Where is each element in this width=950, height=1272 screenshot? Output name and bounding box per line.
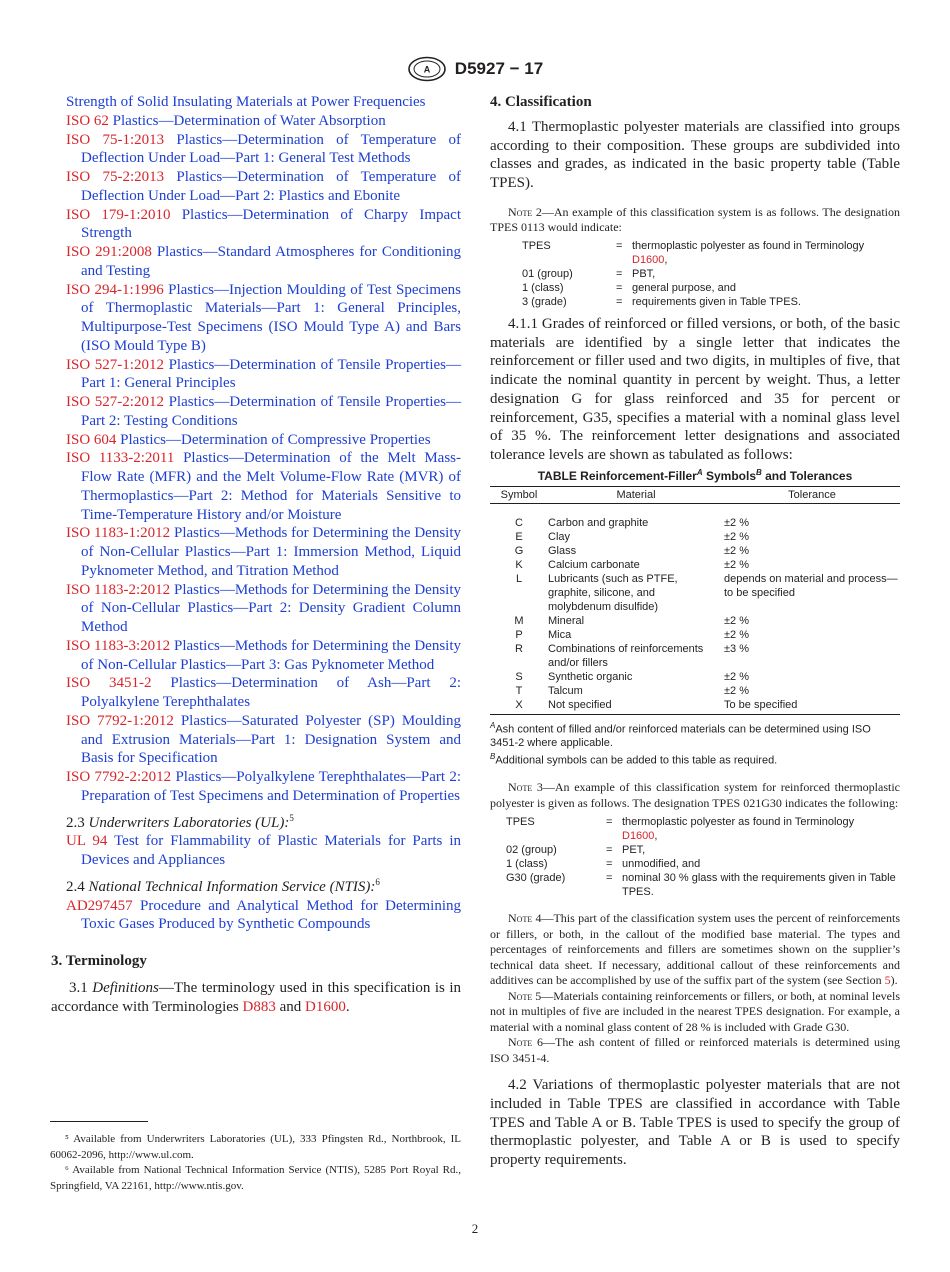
reference-item — [66, 281, 461, 356]
reference-title[interactable]: Plastics—Methods for Determining the Density of Non-Cellular Plastics—Part 3: Gas Pyknometer Method — [81, 637, 461, 673]
tolerance-cell: To be specified — [724, 698, 900, 715]
paragraph-4-2: 4.2 Variations of thermoplastic polyester materials that are not included in Table TPES are classified in accordance with Table TPES and Table A or B. Table TPES is used to specify the group of thermoplastic polyester, and Table A or B is used to specify property requirements. — [490, 1077, 900, 1169]
definition-tail: , — [664, 253, 668, 266]
rtable-title-b: Symbols — [702, 468, 756, 483]
section-5-link[interactable]: 5 — [884, 973, 891, 988]
reference-item — [66, 168, 461, 206]
tolerance-cell: depends on material and process—to be specified — [724, 572, 898, 599]
reference-item — [66, 637, 461, 675]
table-row — [490, 530, 900, 544]
reference-title[interactable]: Plastics—Determination of Temperature of Deflection Under Load—Part 2: Plastics and Ebonite — [81, 169, 462, 204]
ntis-reference — [66, 897, 461, 935]
definition-value — [622, 815, 900, 843]
note-3-label: Note — [508, 780, 533, 795]
reference-item — [66, 431, 461, 450]
reference-title[interactable]: Plastics—Injection Moulding of Test Specimens of Thermoplastic Materials—Part 1: General Principles, Multipurpose-Test Specimens (ISO Mould Type A) and Bars (ISO Mould Type B) — [81, 281, 461, 354]
note-3-text: 3—An example of this classification system for reinforced thermoplastic polyester is given as follows. The designation TPES 021G30 indicates the following: — [490, 780, 900, 810]
tolerance-cell: ±2 % — [724, 670, 749, 683]
material-cell: Synthetic organic — [548, 670, 633, 683]
note-6-text: 6—The ash content of filled or reinforced materials is determined using ISO 3451-4. — [490, 1035, 900, 1065]
reference-code-link[interactable]: ISO 75-2:2013 — [66, 169, 165, 185]
note-3 — [490, 780, 900, 811]
reference-title[interactable]: Plastics—Determination of the Melt Mass-Flow Rate (MFR) and the Melt Volume-Flow Rate (MVR) of Thermoplastics—Part 2: Method for Materials Sensitive to Time-Temperature History and/or Moisture — [81, 450, 461, 523]
note-6-label: Note — [508, 1035, 533, 1050]
reference-code-link[interactable]: ISO 3451-2 — [66, 675, 152, 692]
reference-title[interactable]: Plastics—Determination of Tensile Properties—Part 1: General Principles — [81, 356, 462, 392]
note-4 — [490, 911, 900, 989]
ntis-section-number: 2.4 — [66, 878, 85, 895]
definition-key: 01 (group) — [522, 267, 573, 280]
material-cell: Mineral — [548, 614, 585, 627]
definition-row — [522, 267, 864, 281]
fn-b-text: Additional symbols can be added to this table as required. — [495, 755, 778, 768]
note-4-text: 4—This part of the classification system uses the percent of reinforcements or fillers, or both, in the callout of the modified base material. The types and percentages of reinforcements and fillers are sometimes shown on the supplier’s technical data sheet. If necessary, additional callout of these reinforcements and additives can be accomplished by use of the suffix part of the system (see Section — [490, 911, 900, 988]
svg-text:A: A — [423, 64, 431, 75]
col-header-tolerance: Tolerance — [724, 486, 900, 503]
reference-code-link[interactable]: ISO 179-1:2010 — [66, 206, 171, 223]
symbol-cell: M — [514, 614, 524, 627]
ntis-subsection — [66, 873, 461, 897]
rtable-sup-b: B — [756, 467, 762, 477]
ul-subsection — [66, 809, 461, 833]
definition-equals: = — [616, 267, 623, 280]
definition-value — [622, 857, 900, 871]
reference-item — [66, 449, 461, 524]
reference-item — [66, 243, 461, 281]
symbol-cell: S — [515, 670, 523, 683]
reference-item — [66, 712, 461, 768]
definition-equals: = — [616, 239, 623, 252]
ul-footnote-mark: 5 — [289, 812, 294, 823]
table-row — [490, 670, 900, 684]
note-5-label: Note — [508, 988, 533, 1003]
tolerance-cell: ±2 % — [724, 544, 749, 557]
definition-value — [632, 295, 864, 309]
reference-code-link[interactable]: ISO 75-1:2013 — [66, 131, 165, 148]
definition-key: 1 (class) — [506, 858, 548, 871]
reference-code-link[interactable]: ISO 527-2:2012 — [66, 394, 164, 410]
d1600-link[interactable]: D1600 — [305, 998, 346, 1015]
definition-row — [506, 843, 900, 857]
reference-item — [66, 674, 461, 712]
definition-tail: , — [654, 830, 658, 843]
reference-title[interactable]: Plastics—Determination of Temperature of Deflection Under Load—Part 1: General Test Methods — [81, 131, 462, 167]
tolerance-cell: ±2 % — [724, 684, 749, 697]
material-cell: Lubricants (such as PTFE, graphite, silicone, and molybdenum disulfide) — [548, 572, 678, 613]
reference-title[interactable]: Strength of Solid Insulating Materials at Power Frequencies — [66, 94, 426, 110]
reference-item — [66, 93, 461, 112]
reference-list — [66, 93, 461, 806]
tolerance-cell: ±3 % — [724, 642, 749, 655]
definition-equals: = — [606, 872, 613, 885]
d1600-link[interactable]: D1600 — [632, 253, 665, 266]
definition-key: 1 (class) — [522, 281, 564, 294]
page-number: 2 — [471, 1221, 479, 1236]
definition-key: TPES — [506, 816, 535, 829]
definition-equals: = — [616, 295, 623, 308]
note-2-label: Note — [508, 204, 533, 219]
table-row — [490, 684, 900, 698]
reference-item — [66, 768, 461, 806]
definition-row — [506, 815, 900, 843]
table-footnote-a — [490, 719, 900, 751]
reference-code-link[interactable]: ISO 62 — [66, 112, 109, 129]
reference-item — [66, 131, 461, 169]
tolerance-cell: ±2 % — [724, 530, 749, 543]
symbol-cell: R — [515, 642, 523, 655]
note-5 — [490, 989, 900, 1036]
and-text: and — [275, 998, 306, 1015]
footnote-6: ⁶ Available from National Technical Information Service (NTIS), 5285 Port Royal Rd., Springfield, VA 22161, http://www.ntis.gov. — [50, 1164, 461, 1192]
symbol-cell: X — [490, 698, 548, 715]
reference-code-link[interactable]: ISO 1183-3:2012 — [66, 637, 171, 654]
terminology-heading: 3. Terminology — [51, 953, 147, 969]
note-5-text: 5—Materials containing reinforcements or fillers, or both, at nominal levels not in multiples of five are included in the nearest TPES designation. For example, a material with a nominal glass content of 28 % is included with Grade G30. — [490, 988, 900, 1034]
material-cell: Clay — [548, 530, 571, 543]
reference-code-link[interactable]: ISO 7792-2:2012 — [66, 769, 172, 785]
table-row — [490, 558, 900, 572]
fn-a-mark: A — [490, 720, 496, 730]
terminology-paragraph — [51, 979, 461, 1017]
d1600-link[interactable]: D1600 — [622, 830, 655, 843]
symbol-cell: L — [515, 572, 523, 585]
material-cell: Carbon and graphite — [548, 516, 649, 529]
definition-row — [506, 871, 900, 899]
symbol-cell: G — [514, 544, 524, 557]
reference-title[interactable]: Plastics—Saturated Polyester (SP) Moulding and Extrusion Materials—Part 1: Designation System and Basis for Specification — [81, 712, 461, 767]
definition-key: G30 (grade) — [506, 872, 566, 885]
table-spacer-row — [490, 503, 900, 516]
reference-title[interactable]: Plastics—Determination of Charpy Impact Strength — [81, 206, 461, 242]
col-header-symbol: Symbol — [490, 486, 548, 503]
reference-code-link[interactable]: ISO 604 — [66, 431, 117, 448]
footnotes — [50, 1132, 461, 1194]
note-4-end: ). — [890, 973, 898, 988]
reference-code-link[interactable]: ISO 527-1:2012 — [66, 356, 164, 373]
definition-equals: = — [606, 844, 613, 857]
col-header-material: Material — [548, 486, 724, 503]
reinforcement-table-title — [490, 465, 900, 484]
reference-code-link[interactable]: ISO 1183-2:2012 — [66, 581, 171, 598]
fn-a-text: Ash content of filled and/or reinforced materials can be determined using ISO 3451-2 where applicable. — [490, 723, 871, 750]
d883-link[interactable]: D883 — [242, 998, 276, 1015]
ad297457-link[interactable]: AD297457 — [66, 897, 133, 914]
tolerance-cell: ±2 % — [724, 516, 749, 529]
definition-equals: = — [606, 858, 613, 871]
material-cell: Talcum — [548, 684, 583, 697]
reference-title[interactable]: Plastics—Methods for Determining the Density of Non-Cellular Plastics—Part 2: Density Gradient Column Method — [81, 581, 461, 635]
ntis-footnote-mark: 6 — [375, 876, 380, 887]
standard-designation: D5927 − 17 — [454, 59, 544, 78]
reference-code-link[interactable]: ISO 294-1:1996 — [66, 281, 164, 298]
definition-row — [522, 281, 864, 295]
definition-row — [522, 239, 864, 267]
footnote-rule — [50, 1121, 148, 1122]
symbol-cell: K — [515, 558, 523, 571]
definition-value — [622, 871, 900, 899]
ul-reference — [66, 832, 461, 870]
tolerance-cell: ±2 % — [724, 614, 749, 627]
definition-row — [522, 295, 864, 309]
terminology-text: —The terminology used in this specification is in accordance with Terminologies — [51, 979, 461, 1015]
reference-item — [66, 581, 461, 637]
table-row — [490, 642, 900, 670]
rtable-sup-a: A — [696, 467, 703, 477]
note-3-table — [506, 815, 900, 899]
material-cell: Calcium carbonate — [548, 558, 640, 571]
ad297457-title[interactable]: Procedure and Analytical Method for Determining Toxic Gases Produced by Synthetic Compounds — [81, 897, 461, 933]
definition-key: 3 (grade) — [522, 295, 567, 308]
note-6 — [490, 1035, 900, 1066]
ul94-link[interactable]: UL 94 — [66, 833, 108, 850]
reinforcement-table — [490, 486, 900, 715]
ntis-label: National Technical Information Service (NTIS): — [88, 878, 376, 895]
reference-title[interactable]: Plastics—Determination of Compressive Properties — [120, 431, 431, 448]
rtable-title-a: TABLE Reinforcement-Filler — [537, 468, 697, 483]
reference-item — [66, 524, 461, 580]
material-cell: Glass — [548, 544, 577, 557]
table-row — [490, 628, 900, 642]
definition-value — [622, 843, 900, 857]
definition-value-text: unmodified, and — [622, 858, 701, 871]
reference-title[interactable]: Plastics—Methods for Determining the Density of Non-Cellular Plastics—Part 1: Immersion Method, Liquid Pyknometer Method, and Titration Method — [81, 525, 461, 579]
table-row — [490, 698, 900, 715]
reference-title[interactable]: Plastics—Determination of Tensile Properties—Part 2: Testing Conditions — [81, 394, 462, 429]
reference-title[interactable]: Plastics—Determination of Ash—Part 2: Polyalkylene Terephthalates — [81, 675, 462, 710]
reference-code-link[interactable]: ISO 1183-1:2012 — [66, 525, 171, 542]
definition-key: 02 (group) — [506, 844, 557, 857]
reference-item — [66, 356, 461, 394]
left-column — [51, 93, 462, 1016]
rtable-title-c: and Tolerances — [761, 468, 853, 483]
reference-title[interactable]: Plastics—Determination of Water Absorption — [112, 112, 386, 129]
definition-value-text: requirements given in Table TPES. — [632, 295, 801, 308]
paragraph-4-1: 4.1 Thermoplastic polyester materials are classified into groups according to their composition. These groups are subdivided into classes and grades, as indicated in the basic property table (Table TPES). — [490, 118, 900, 191]
right-column — [490, 93, 900, 1170]
definition-value — [632, 239, 864, 267]
reference-code-link[interactable]: ISO 291:2008 — [66, 244, 152, 260]
definition-value-text: PET, — [622, 844, 646, 857]
table-row — [490, 544, 900, 558]
definition-value-text: PBT, — [632, 267, 656, 280]
table-row — [490, 614, 900, 628]
definition-value — [632, 281, 864, 295]
definition-value — [632, 267, 864, 281]
tolerance-cell: ±2 % — [724, 628, 749, 641]
symbol-cell: E — [515, 530, 523, 543]
ul94-title[interactable]: Test for Flammability of Plastic Materials for Parts in Devices and Appliances — [81, 833, 461, 868]
symbol-cell: P — [515, 628, 523, 641]
reference-title[interactable]: Plastics—Standard Atmospheres for Conditioning and Testing — [81, 244, 461, 279]
definition-key: TPES — [522, 239, 551, 252]
note-4-label: Note — [508, 911, 533, 926]
fn-b-mark: B — [490, 752, 496, 762]
classification-heading: 4. Classification — [490, 94, 592, 110]
note-2-text: 2—An example of this classification system is as follows. The designation TPES 0113 would indicate: — [490, 204, 900, 235]
table-footnote-b — [490, 750, 900, 768]
ul-label: Underwriters Laboratories (UL): — [88, 814, 290, 831]
tolerance-cell: ±2 % — [724, 558, 749, 571]
reference-item — [66, 206, 461, 244]
terminology-number: 3.1 — [69, 979, 88, 996]
note-2 — [490, 205, 900, 236]
definition-value-text: general purpose, and — [632, 281, 736, 294]
definition-equals: = — [616, 281, 623, 294]
reference-item — [66, 393, 461, 431]
definition-value-text: nominal 30 % glass with the requirements given in Table TPES. — [622, 872, 896, 899]
terminology-end: . — [345, 998, 350, 1015]
table-row — [490, 516, 900, 530]
symbol-cell: C — [515, 516, 523, 529]
reference-code-link[interactable]: ISO 1133-2:2011 — [66, 450, 175, 467]
material-cell: Mica — [548, 628, 572, 641]
material-cell: Combinations of reinforcements and/or fillers — [548, 642, 704, 669]
paragraph-4-1-1: 4.1.1 Grades of reinforced or filled versions, or both, of the basic materials are identified by a single letter that indicates the reinforcement or filler used and two digits, in multiples of five, that indicate the nominal quantity in percent by weight. Thus, a letter designation G for glass reinforced and 35 for percent or reinforcement, G35, specifies a material with a nominal glass level of 35 %. The reinforcement letter designations and associated tolerance levels are shown as tabulated as follows: — [490, 315, 900, 463]
page-header — [0, 56, 950, 86]
ul-section-number: 2.3 — [66, 814, 85, 831]
reference-item — [66, 112, 461, 131]
table-row — [490, 572, 900, 614]
definition-row — [506, 857, 900, 871]
footnote-5: ⁵ Available from Underwriters Laboratories (UL), 333 Pfingsten Rd., Northbrook, IL 60062-2096, http://www.ul.com. — [50, 1133, 461, 1161]
definition-value-text: thermoplastic polyester as found in Terminology — [622, 816, 855, 829]
reference-title[interactable]: Plastics—Polyalkylene Terephthalates—Part 2: Preparation of Test Specimens and Determination of Properties — [81, 769, 462, 804]
reference-code-link[interactable]: ISO 7792-1:2012 — [66, 712, 174, 729]
table-spacer-cell — [490, 503, 900, 516]
definition-equals: = — [606, 816, 613, 829]
definitions-label: Definitions — [92, 979, 159, 996]
symbol-cell: T — [515, 684, 523, 697]
definition-value-text: thermoplastic polyester as found in Terminology — [632, 239, 865, 252]
astm-logo-icon — [407, 56, 447, 82]
note-2-table — [522, 239, 864, 309]
material-cell: Not specified — [548, 698, 724, 715]
